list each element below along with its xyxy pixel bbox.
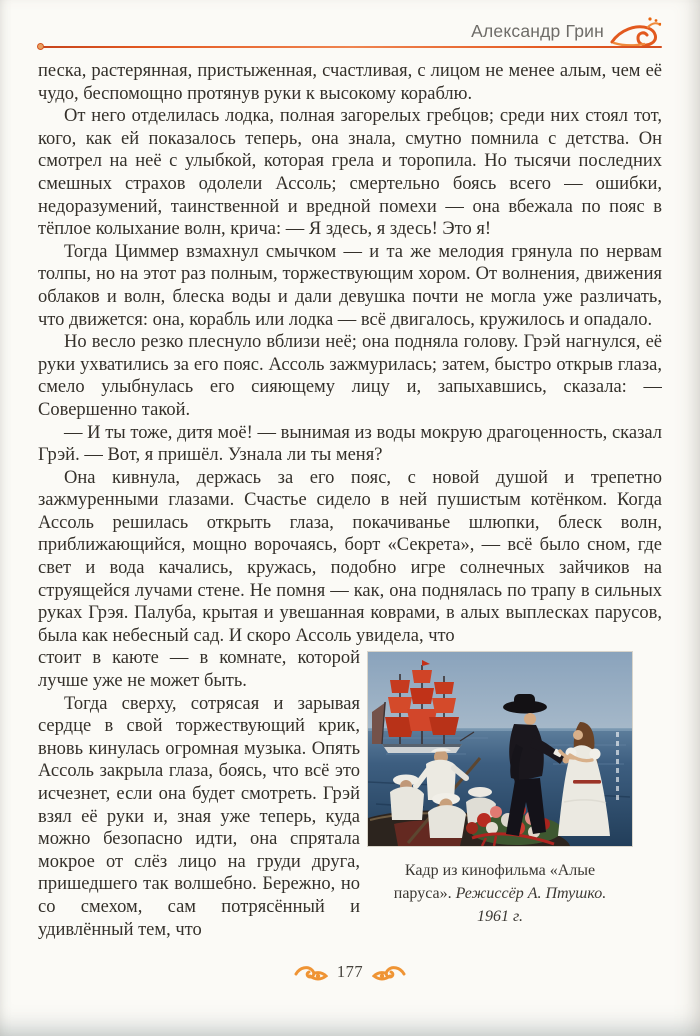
paragraph: песка, растерянная, пристыженная, счастливая, с лицом не менее алым, чем её чудо, беспомощно протянув руки к высокому кораблю.	[38, 61, 662, 104]
text-and-figure-row	[38, 647, 662, 941]
page-number: 177	[336, 962, 364, 981]
narrow-text-column	[38, 647, 360, 941]
page-footer	[0, 960, 700, 986]
caption-credit: Режиссёр А. Птушко. 1961 г.	[455, 885, 607, 926]
paragraph: — И ты тоже, дитя моё! — вынимая из воды мокрую драгоценность, сказал Грэй. — Вот, я пришёл. Узнала ли ты меня?	[38, 422, 662, 466]
swirl-left-icon	[294, 963, 328, 983]
paragraph-continuation: стоит в каюте — в комнате, которой лучше уже не может быть.	[38, 648, 360, 692]
film-still-image	[368, 652, 632, 846]
flourish-icon	[610, 16, 662, 50]
paragraph: Тогда сверху, сотрясая и зарывая сердце в свой торжествующий крик, вновь кинулась огромная музыка. Опять Ассоль закрыла глаза, боясь, что всё это исчезнет, если она будет смотреть. Грэй взял её руки и, зная уже теперь, куда можно безопасно идти, она спрятала мокрое от слёз лицо на груди друга, пришедшего так волшебно. Бережно, но со смехом, сам потрясённый и удивлённый тем, что	[38, 693, 360, 940]
text-column	[38, 60, 662, 962]
film-still-figure	[368, 652, 632, 928]
paragraph: От него отделилась лодка, полная загорелых гребцов; среди них стоял тот, кого, как ей показалось теперь, она знала, смутно помнила с детства. Он смотрел на неё с улыбкой, которая грела и торопила. Но тысячи последних смешных страхов одолели Ассоль; смертельно боясь всего — ошибки, недоразумений, таинственной и вредной помехи — она вбежала по пояс в тёплое колыхание волн, крича: — Я здесь, я здесь! Это я!	[38, 106, 662, 240]
figure-caption	[368, 859, 632, 928]
header-rule	[40, 46, 662, 48]
swirl-right-icon	[372, 963, 406, 983]
author-name: Александр Грин	[471, 20, 604, 41]
paragraph: Тогда Циммер взмахнул смычком — и та же мелодия грянула по нервам толпы, но на этот раз полным, торжествующим хором. От волнения, движения облаков и волн, блеска воды и дали девушка почти не могла уже различать, что движется: она, корабль или лодка — всё двигалось, кружилось и опадало.	[38, 241, 662, 330]
running-head	[471, 16, 662, 50]
paragraph: Она кивнула, держась за его пояс, с новой душой и трепетно зажмуренными глазами. Счастье сидело в ней пушистым котёнком. Когда Ассоль решилась открыть глаза, покачиванье шлюпки, блеск волн, приближающийся, мощно ворочаясь, борт «Секрета», — всё было сном, где свет и вода качались, кружась, подобно игре солнечных зайчиков на струящейся лучами стене. Не помня — как, она поднялась по трапу в сильных руках Грэя. Палуба, крытая и увешанная коврами, в алых выплесках парусов, была как небесный сад. И скоро Ассоль увидела, что	[38, 467, 662, 646]
paragraph: Но весло резко плеснуло вблизи неё; она подняла голову. Грэй нагнулся, её руки ухватились за его пояс. Ассоль зажмурилась; затем, быстро открыв глаза, смело улыбнулась его сияющему лицу и, запыхавшись, сказала: — Совершенно такой.	[38, 332, 662, 420]
caption-text: Кадр из кинофильма «Алые паруса».	[393, 862, 596, 903]
